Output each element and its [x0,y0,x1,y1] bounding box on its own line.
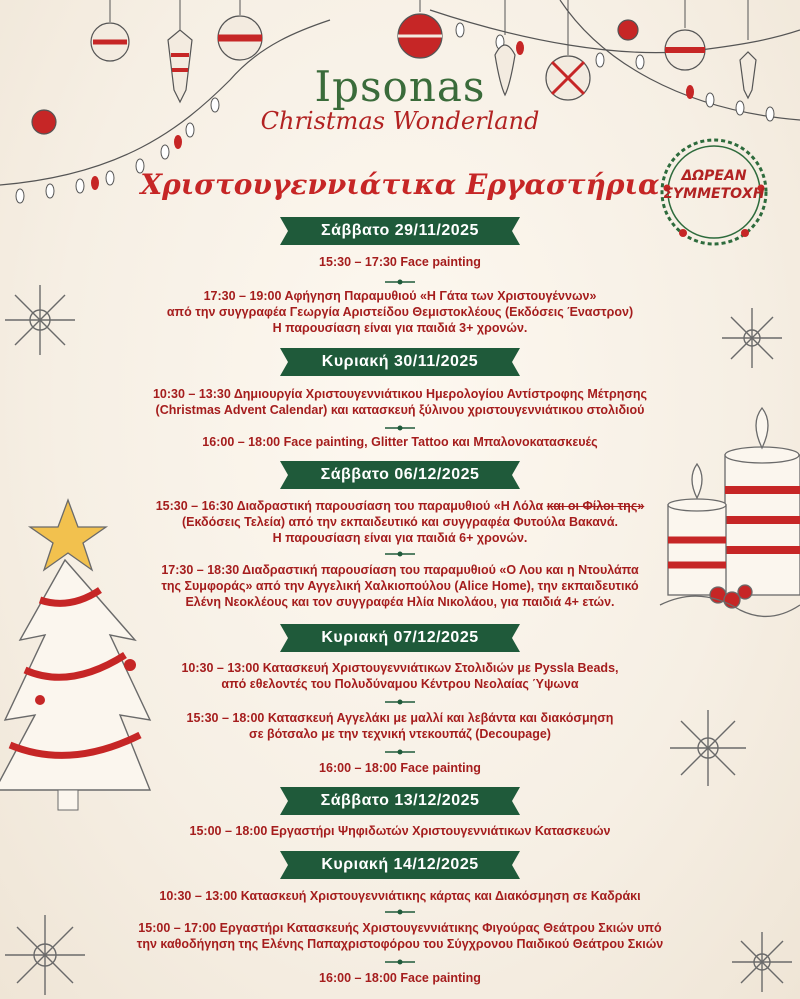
event-item: 10:30 – 13:00 Κατασκευή Χριστουγεννιάτικων Στολιδιών με Pyssla Beads, από εθελοντές του Πολυδύναμου Κέντρου Νεολαίας Ύψωνα [181,661,619,691]
day-label: Κυριακή 07/12/2025 [321,629,479,646]
day-header [280,624,520,652]
event-item: 16:00 – 18:00 Face painting, Glitter Tattoo και Μπαλονοκατασκευές [202,435,598,449]
brand-subtitle: Christmas Wonderland [260,107,540,135]
event-item: 10:30 – 13:00 Κατασκευή Χριστουγεννιάτικης κάρτας και Διακόσμηση σε Καδράκι [159,889,641,903]
brand-name: Ipsonas [314,62,486,111]
day-header [280,217,520,245]
page-title: Χριστουγεννιάτικα Εργαστήρια [140,168,660,201]
badge-line-2: ΣΥΜΜΕΤΟΧΗ [663,186,765,202]
christmas-tree-icon [0,500,150,810]
event-item: 15:00 – 17:00 Εργαστήρι Κατασκευής Χριστουγεννιάτικης Φιγούρας Θεάτρου Σκιών υπό την καθοδήγηση της Ελένης Παπαχριστοφόρου του Σύγχρονου Παιδικού Θεάτρου Σκιών [136,921,664,951]
brand-logo [0,62,800,135]
event-item: 15:30 – 18:00 Κατασκευή Αγγελάκι με μαλλί και λεβάντα και διακόσμηση σε βότσαλο με την τεχνική ντεκουπάζ (Decoupage) [186,711,614,741]
day-header [280,348,520,376]
event-item: 15:00 – 18:00 Εργαστήρι Ψηφιδωτών Χριστουγεννιάτικων Κατασκευών [189,824,611,838]
event-item: 15:30 – 17:30 Face painting [319,255,481,269]
day-header [280,851,520,879]
event-item: 17:30 – 18:30 Διαδραστική παρουσίαση του παραμυθιού «Ο Λου και η Ντουλάπα της Συμφοράς» από την Αγγελική Χαλκιοπούλου (Alice Home), την εκπαιδευτικό Ελένη Νεοκλέους και τον συγγραφέα Ηλία Νικολάου, για παιδιά 4+ ετών. [161,563,639,609]
day-label: Σάββατο 13/12/2025 [320,792,480,809]
day-header [280,461,520,489]
day-label: Κυριακή 30/11/2025 [321,353,479,370]
day-label: Σάββατο 06/12/2025 [320,466,480,483]
day-label: Κυριακή 14/12/2025 [321,856,479,873]
event-item: 16:00 – 18:00 Face painting [319,761,481,775]
event-item: 16:00 – 18:00 Face painting [319,971,481,985]
event-item: 15:30 – 16:30 Διαδραστική παρουσίαση του παραμυθιού «Η Λόλα και οι Φίλοι της» (Εκδόσεις Τελεία) από την εκπαιδευτικό και συγγραφέα Φυτούλα Βακανά. Η παρουσίαση είναι για παιδιά 6+ χρονών. [155,499,645,545]
free-participation-badge [655,133,773,251]
day-header [280,787,520,815]
event-item: 17:30 – 19:00 Αφήγηση Παραμυθιού «Η Γάτα των Χριστουγέννων» από την συγγραφέα Γεωργία Αριστείδου Θεμιστοκλέους (Εκδόσεις Έναστρον) Η παρουσίαση είναι για παιδιά 3+ χρονών. [166,289,634,335]
badge-line-1: ΔΩΡΕΑΝ [681,168,747,184]
event-item: 10:30 – 13:30 Δημιουργία Χριστουγεννιάτικου Ημερολογίου Αντίστροφης Μέτρησης (Christmas Advent Calendar) και κατασκευή ξύλινου χριστουγεννιάτικου στολιδιού [152,387,648,417]
candles-icon [660,408,800,616]
day-label: Σάββατο 29/11/2025 [321,222,479,239]
